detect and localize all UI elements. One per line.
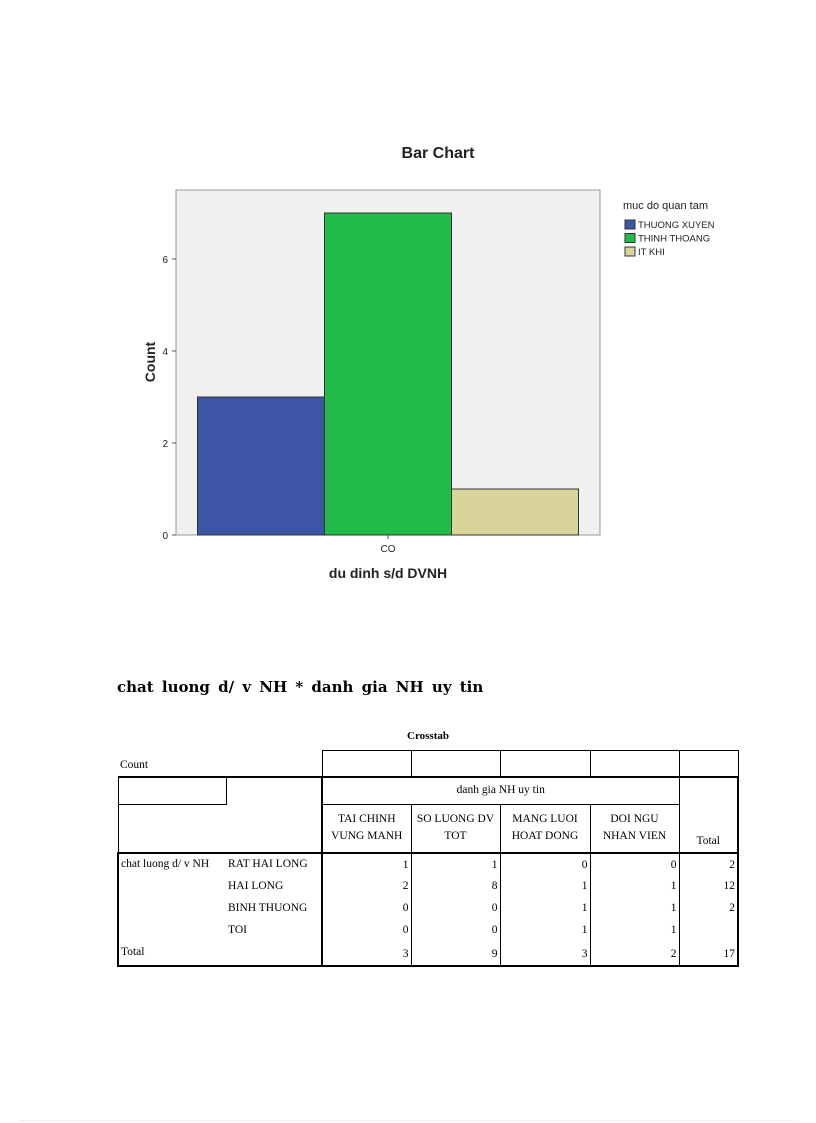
table-cell: 2: [679, 853, 738, 876]
column-header: MANG LUOI HOAT DONG: [500, 805, 590, 853]
y-tick-label: 4: [162, 347, 168, 358]
x-axis-label: du dinh s/d DVNH: [328, 565, 448, 581]
legend-label: THINH THOANG: [638, 233, 711, 245]
y-tick-label: 0: [162, 531, 168, 542]
bar: [452, 489, 579, 535]
row-variable-label: chat luong d/ v NH: [118, 853, 226, 876]
table-cell: 1: [500, 898, 590, 920]
y-axis-label: Count: [142, 341, 158, 383]
table-cell: 0: [322, 920, 411, 942]
table-cell: 2: [679, 898, 738, 920]
column-group-header: danh gia NH uy tin: [322, 777, 679, 805]
y-tick-label: 6: [162, 255, 168, 266]
table-cell: 2: [322, 876, 411, 898]
count-label: Count: [118, 751, 322, 777]
table-cell: [679, 920, 738, 942]
table-cell: 1: [500, 876, 590, 898]
crosstab-table: [117, 750, 739, 967]
table-cell: 0: [500, 853, 590, 876]
legend-title: muc do quan tam: [623, 200, 708, 212]
column-header: DOI NGU NHAN VIEN: [590, 805, 679, 853]
legend-label: THUONG XUYEN: [638, 220, 715, 231]
total-cell: 9: [411, 942, 500, 966]
total-row-label: Total: [118, 942, 322, 966]
table-cell: 1: [322, 853, 411, 876]
table-cell: 0: [411, 920, 500, 942]
column-header-total: Total: [679, 805, 738, 853]
legend-swatch: [625, 234, 635, 243]
table-cell: 0: [411, 898, 500, 920]
row-label: BINH THUONG: [228, 901, 308, 914]
row-label: HAI LONG: [228, 879, 284, 892]
table-cell: 8: [411, 876, 500, 898]
x-tick-label: CO: [380, 544, 396, 555]
legend-swatch: [625, 247, 635, 256]
table-cell: 1: [411, 853, 500, 876]
row-label: RAT HAI LONG: [228, 857, 308, 870]
table-cell: 0: [590, 853, 679, 876]
bar: [325, 213, 452, 535]
table-cell: 1: [590, 898, 679, 920]
legend-label: IT KHI: [638, 247, 665, 258]
total-cell: 17: [679, 942, 738, 966]
row-label: TOI: [228, 923, 247, 936]
total-cell: 3: [322, 942, 411, 966]
column-header: SO LUONG DV TOT: [411, 805, 500, 853]
legend-swatch: [625, 220, 635, 229]
table-cell: 12: [679, 876, 738, 898]
total-cell: 3: [500, 942, 590, 966]
bar: [198, 397, 325, 535]
page-footer-line: [20, 1120, 796, 1121]
crosstab-title: Crosstab: [407, 730, 449, 742]
table-cell: 1: [500, 920, 590, 942]
y-tick-label: 2: [162, 439, 168, 450]
crosstab-heading: chat luong d/ v NH * danh gia NH uy tin: [117, 678, 484, 696]
chart-title: Bar Chart: [401, 145, 475, 162]
total-cell: 2: [590, 942, 679, 966]
table-cell: 1: [590, 876, 679, 898]
table-cell: 0: [322, 898, 411, 920]
column-header: TAI CHINH VUNG MANH: [322, 805, 411, 853]
table-cell: 1: [590, 920, 679, 942]
